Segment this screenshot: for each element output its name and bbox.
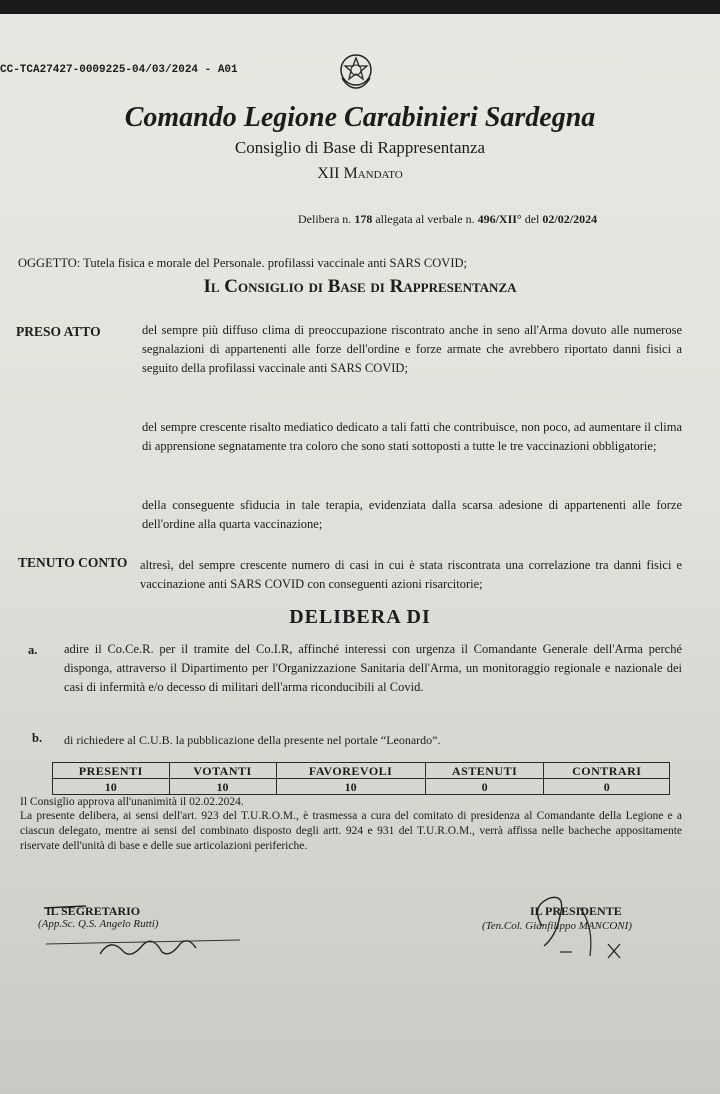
- secretary-signature: [30, 894, 260, 964]
- president-signature: [520, 886, 660, 966]
- votes-value-cell: 10: [276, 779, 425, 795]
- votes-header-row: [53, 763, 670, 779]
- verbale-number: 496/XII°: [477, 212, 522, 226]
- secretary-title: IL SEGRETARIO: [46, 904, 141, 918]
- resolution-number: 178: [354, 212, 373, 226]
- item-marker: a.: [28, 643, 38, 657]
- protocol-number: CC-TCA27427-0009225-04/03/2024 - A01: [0, 64, 238, 76]
- tenuto-conto-label: TENUTO CONTO: [18, 555, 128, 570]
- votes-header-cell: CONTRARI: [544, 763, 670, 779]
- council-heading: Il Consiglio di Base di Rappresentanza: [203, 276, 517, 297]
- preso-atto-paragraph: della conseguente sfiducia in tale terapia, evidenziata dalla scarsa adesione di appartenenti alle forze dell'ordine alla quarta vaccinazione;: [142, 498, 682, 531]
- votes-header-cell: ASTENUTI: [425, 763, 544, 779]
- preso-atto-paragraph: del sempre più diffuso clima di preoccupazione riscontrato anche in seno all'Arma dovuto alle numerose segnalazioni di appartenenti alle forze dell'ordine e forze armate che avrebbero riportato danni fisici a seguito della profilassi vaccinale anti SARS COVID;: [142, 323, 682, 375]
- reference-middle: allegata al verbale n.: [375, 212, 475, 226]
- final-paragraph: La presente delibera, ai sensi dell'art. 923 del T.U.R.O.M., è trasmessa a cura del comitato di presidenza al Comandante della Legione e a ciascun delegato, mentre ai sensi del combinato disposto degli artt. 924 e 931 del T.U.R.O.M., verrà affissa nelle bacheche appositamente riservate dell'unità di base e delle sue articolazioni periferiche.: [20, 810, 682, 852]
- votes-value-row: [53, 779, 670, 795]
- votes-header-cell: FAVOREVOLI: [276, 763, 425, 779]
- votes-table: [52, 762, 670, 795]
- votes-header-cell: VOTANTI: [169, 763, 276, 779]
- president-title: IL PRESIDENTE: [530, 904, 622, 918]
- reference-suffix: del: [524, 212, 540, 226]
- preso-atto-label: PRESO ATTO: [16, 324, 101, 339]
- votes-value-cell: 10: [169, 779, 276, 795]
- resolution-date: 02/02/2024: [542, 212, 598, 226]
- preso-atto-paragraph: del sempre crescente risalto mediatico dedicato a tali fatti che contribuisce, non poco, ad aumentare il clima di apprensione segnatamente tra coloro che sono stati sottoposti a tutte le tre vaccinazioni obbligatorie;: [142, 420, 682, 453]
- secretary-name: (App.Sc. Q.S. Angelo Rutti): [38, 918, 159, 930]
- document-subtitle: Consiglio di Base di Rappresentanza: [234, 138, 486, 157]
- resolution-reference: [298, 212, 597, 227]
- votes-value-cell: 0: [544, 779, 670, 795]
- votes-value-cell: 0: [425, 779, 544, 795]
- president-name: (Ten.Col. Gianfilippo MANCONI): [482, 920, 632, 932]
- republic-emblem-icon: [336, 48, 376, 92]
- subject-line: OGGETTO: Tutela fisica e morale del Personale. profilassi vaccinale anti SARS COVID;: [18, 256, 467, 270]
- delibera-item: adire il Co.Ce.R. per il tramite del Co.I.R, affinché interessi con urgenza il Comandante Generale dell'Arma perché disponga, attraverso il Dipartimento per l'Organizzazione Sanitaria dell'Arma, un monitoraggio regionale e nazionale dei casi di infermità e/o decesso di militari dell'arma riconducibili al Covid.: [64, 642, 682, 694]
- delibera-item: di richiedere al C.U.B. la pubblicazione della presente nel portale “Leonardo”.: [64, 733, 441, 747]
- item-marker: b.: [32, 731, 43, 745]
- tenuto-conto-paragraph: altresì, del sempre crescente numero di casi in cui è stata riscontrata una correlazione tra danni fisici e vaccinazione anti SARS COVID con conseguenti azioni risarcitorie;: [140, 558, 682, 591]
- document-page: [0, 14, 720, 1094]
- approval-line: Il Consiglio approva all'unanimità il 02.02.2024.: [20, 796, 244, 808]
- delibera-heading: DELIBERA DI: [289, 606, 431, 628]
- votes-header-cell: PRESENTI: [53, 763, 170, 779]
- mandate-label: XII Mandato: [317, 165, 403, 182]
- document-title: Comando Legione Carabinieri Sardegna: [124, 102, 596, 133]
- reference-prefix: Delibera n.: [298, 212, 352, 226]
- votes-value-cell: 10: [53, 779, 170, 795]
